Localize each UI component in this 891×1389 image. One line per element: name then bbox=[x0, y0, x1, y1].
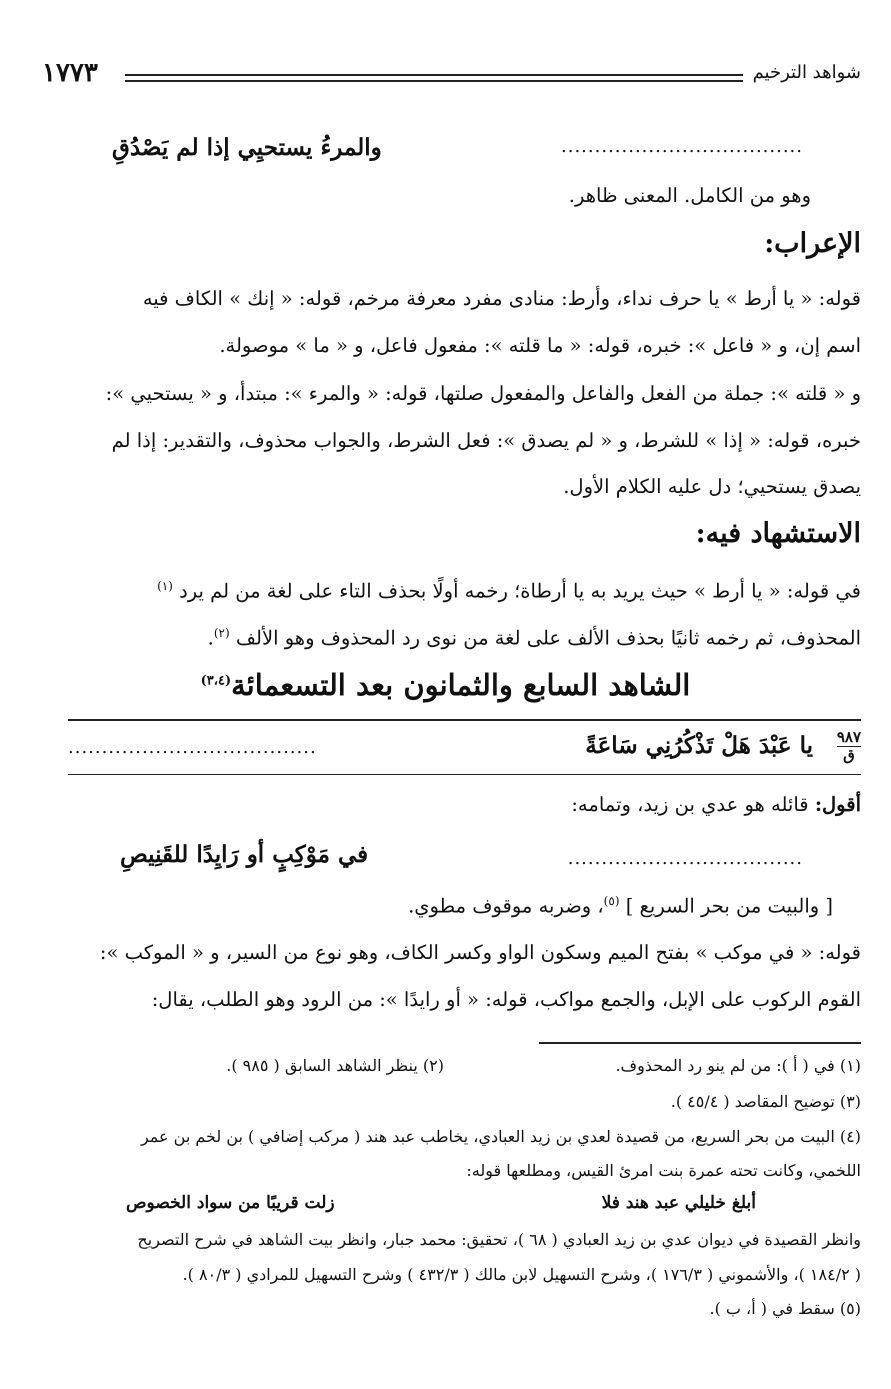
aqulu-label: أقول: bbox=[814, 793, 861, 816]
footnote-ref: (٢) bbox=[213, 626, 230, 640]
footnote-5: (٥) سقط في ( أ، ب ). bbox=[709, 1299, 861, 1318]
irab-line: خبره، قوله: « إذا » للشرط، و « لم يصدق »: فعل الشرط، والجواب محذوف، والتقدير: إذا لم bbox=[111, 429, 861, 452]
heading-istishhad: الاستشهاد فيه: bbox=[695, 518, 861, 549]
verse-second-dots: ................................... bbox=[567, 848, 803, 869]
footnote-4-line: اللخمي، وكانت تحته عمرة بنت امرئ القيس، ومطلعها قوله: bbox=[466, 1161, 861, 1180]
irab-line: يصدق يستحيي؛ دل عليه الكلام الأول. bbox=[563, 475, 861, 498]
footnote-3: (٣) توضيح المقاصد ( ٤٥/٤ ). bbox=[670, 1092, 861, 1111]
footnote-4-line: وانظر القصيدة في ديوان عدي بن زيد العبادي ( ٦٨ )، تحقيق: محمد جبار، وانظر بيت الشاهد في شرح التصريح bbox=[137, 1230, 861, 1249]
witness-verse: يا عَبْدَ هَلْ تَذْكُرُنِي سَاعَةً bbox=[585, 732, 813, 759]
footnote-ref: (٥) bbox=[603, 894, 620, 908]
verse-second-hemistich: في مَوْكِبٍ أو رَايِدًا للقَنِيصِ bbox=[120, 841, 369, 868]
running-title: شواهد الترخيم bbox=[752, 62, 861, 83]
witness-number-value: ٩٨٧ bbox=[836, 728, 861, 746]
irab-line: قوله: « يا أرط » يا حرف نداء، وأرط: منادى مفرد معرفة مرخم، قوله: « إنك » الكاف فيه bbox=[142, 287, 861, 310]
footnote-separator bbox=[539, 1042, 861, 1044]
attribution-line: أقول: قائله هو عدي بن زيد، وتمامه: bbox=[571, 793, 861, 816]
section-title: الشاهد السابع والثمانون بعد التسعمائة$^{(٣،٤)}$ bbox=[200, 668, 691, 702]
istishhad-line: المحذوف، ثم رخمه ثانيًا بحذف الألف على لغة من نوى رد المحذوف وهو الألف $^{(٢)}$. bbox=[207, 626, 861, 650]
header-rule-top bbox=[125, 74, 743, 76]
section-title-footnote-ref: (٣،٤) bbox=[200, 673, 232, 689]
witness-letter: ق bbox=[837, 746, 861, 764]
footnote-4-line: (٤) البيت من بحر السريع، من قصيدة لعدي بن زيد العبادي، يخاطب عبد هند ( مركب إضافي ) بن لخم بن عمر bbox=[140, 1127, 861, 1146]
page-number: ١٧٧٣ bbox=[42, 58, 98, 88]
meter-line: [ والبيت من بحر السريع ] $^{(٥)}$، وضربه موقوف مطوي. bbox=[408, 894, 833, 918]
explain-line: القوم الركوب على الإبل، والجمع مواكب، قوله: « أو رايدًا »: من الرود وهو الطلب، يقال: bbox=[151, 988, 861, 1011]
istishhad-line: في قوله: « يا أرط » حيث يريد به يا أرطاة؛ رخمه أولًا بحذف التاء على لغة من لم يرد $^{(١)}$ bbox=[157, 579, 861, 603]
footnote-1: (١) في ( أ ): من لم ينو رد المحذوف. bbox=[615, 1056, 861, 1075]
footnote-verse-right: أبلغ خليلي عبد هند فلا bbox=[601, 1193, 756, 1213]
footnote-verse-left: زلت قريبًا من سواد الخصوص bbox=[126, 1193, 335, 1213]
footnote-4-line: ( ١٨٤/٢ )، والأشموني ( ١٧٦/٣ )، وشرح التسهيل لابن مالك ( ٤٣٢/٣ ) وشرح التسهيل للمرادي ( ٨٠/٣ ). bbox=[182, 1265, 861, 1284]
heading-irab: الإعراب: bbox=[764, 228, 861, 259]
witness-verse-dots: ..................................... bbox=[68, 737, 317, 758]
footnote-ref: (١) bbox=[157, 579, 173, 593]
verse-hemistich-second: والمرءُ يستحيِي إذا لم يَصْدُقِ bbox=[112, 134, 382, 161]
footnote-2: (٢) ينظر الشاهد السابق ( ٩٨٥ ). bbox=[226, 1056, 444, 1075]
verse-box-bottom-rule bbox=[68, 774, 861, 775]
verse-box-top-rule bbox=[68, 719, 861, 721]
header-rule-bottom bbox=[125, 80, 743, 82]
witness-number bbox=[837, 729, 861, 764]
explain-line: قوله: « في موكب » بفتح الميم وسكون الواو وكسر الكاف، وهو نوع من السير، و « الموكب »: bbox=[99, 941, 861, 964]
meter-note: وهو من الكامل. المعنى ظاهر. bbox=[568, 184, 811, 207]
irab-line: اسم إن، و « فاعل »: خبره، قوله: « ما قلته »: مفعول فاعل، و « ما » موصولة. bbox=[219, 334, 861, 357]
irab-line: و « قلته »: جملة من الفعل والفاعل والمفعول صلتها، قوله: « والمرء »: مبتدأ، و « يستحيي »: bbox=[105, 382, 861, 405]
verse-hemistich-dots: .................................... bbox=[561, 136, 803, 157]
